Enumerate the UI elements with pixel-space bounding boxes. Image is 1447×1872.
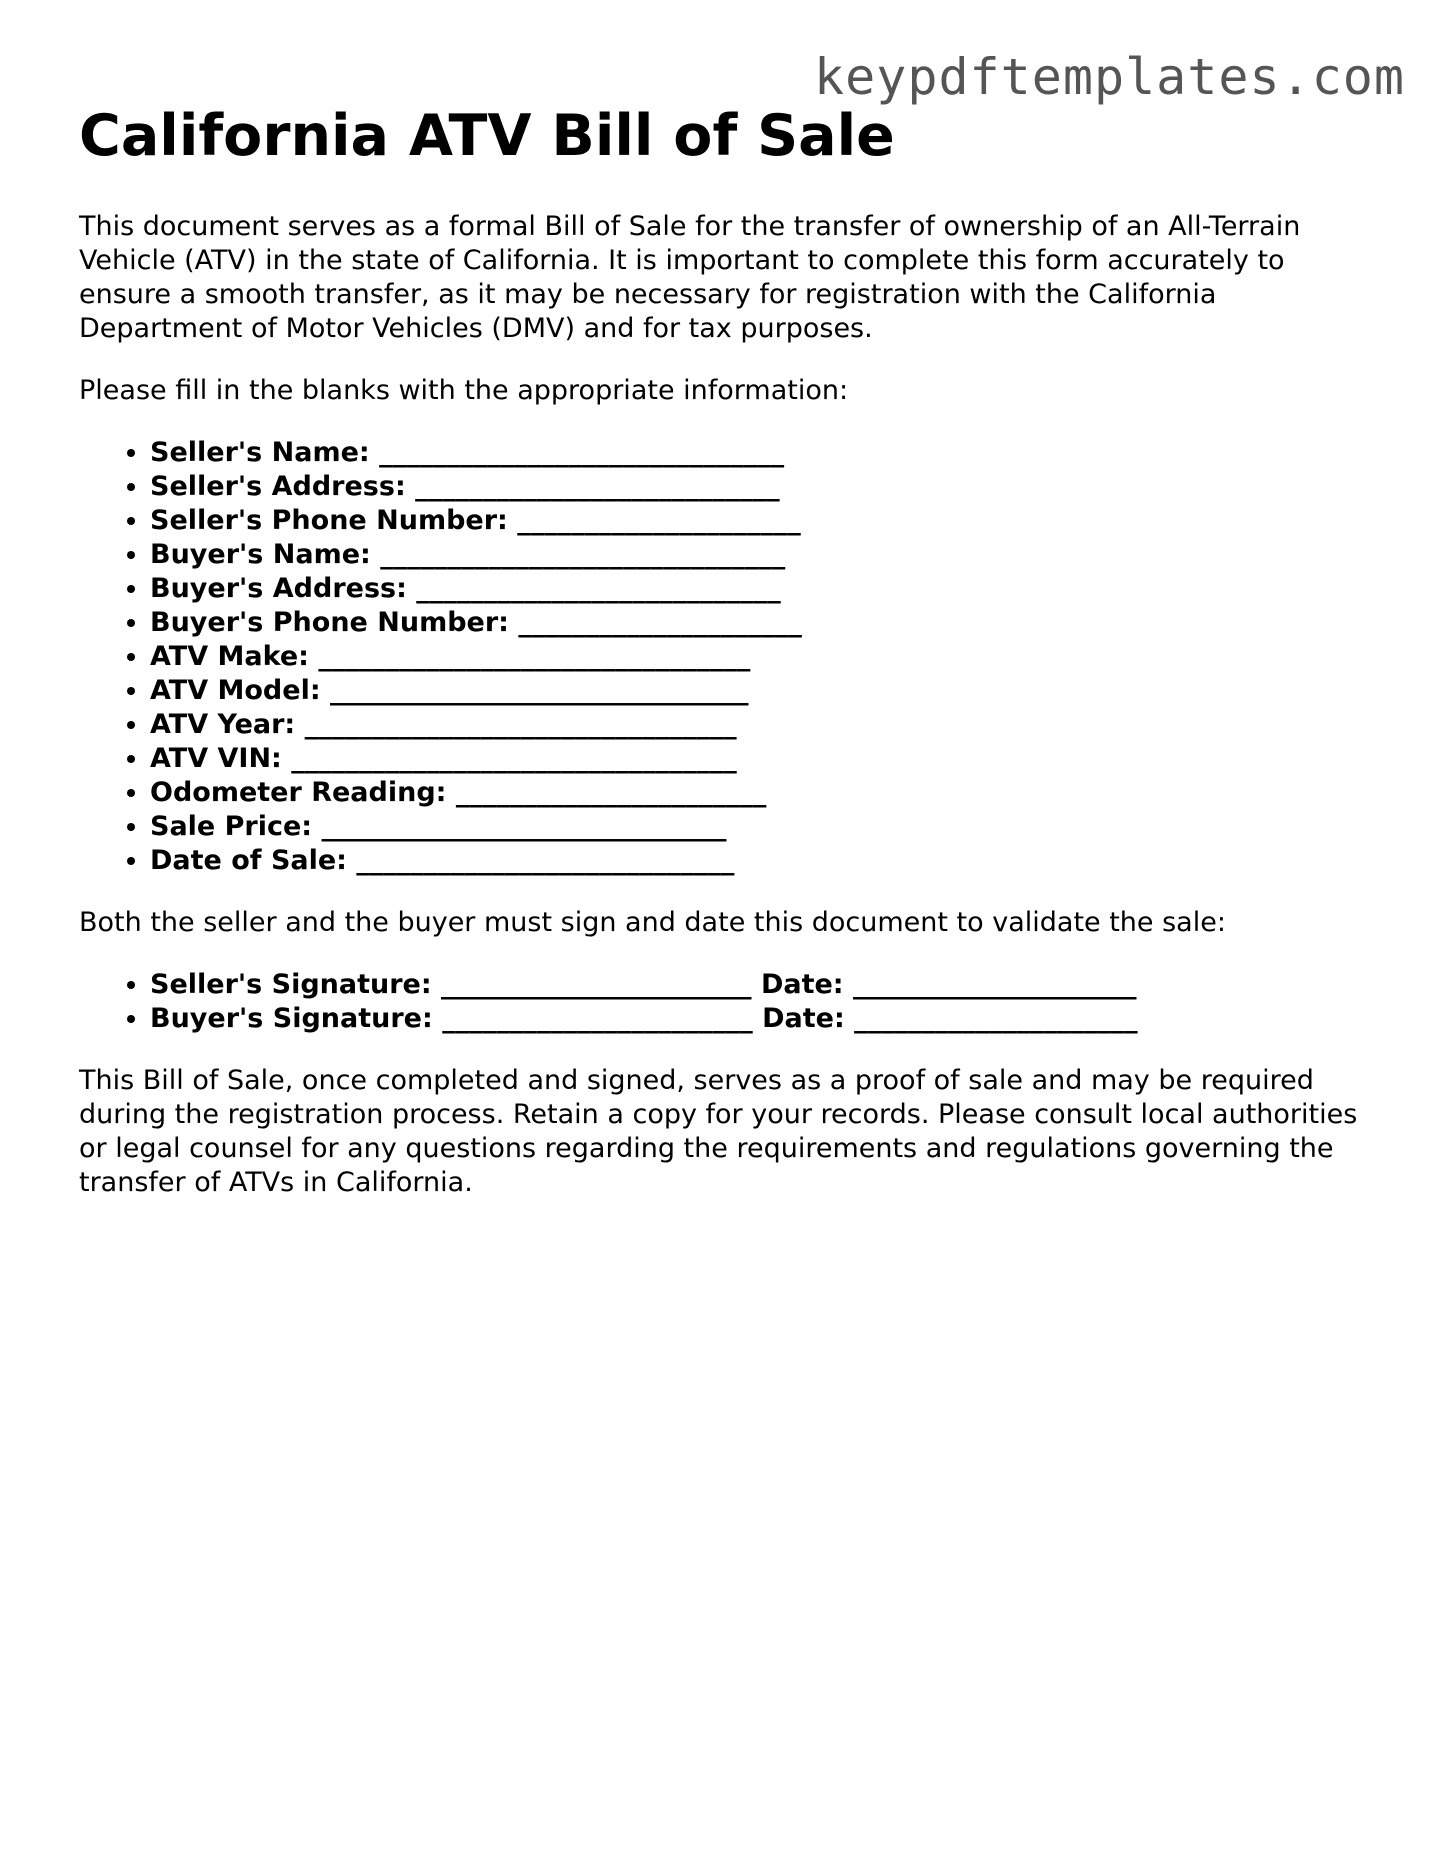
field-buyers-signature: • Buyer's Signature: _______________________ Date: _____________________ [150, 1002, 1369, 1036]
field-atv-make: • ATV Make: ________________________________ [150, 640, 1369, 674]
field-date-of-sale: • Date of Sale: ____________________________ [150, 844, 1369, 878]
closing-paragraph: This Bill of Sale, once completed and signed, serves as a proof of sale and may be required during the registration process. Retain a copy for your records. Please consult local authorities or legal counsel for any questions regarding the requirements and regulations governing the transfer of ATVs in California. [79, 1065, 1358, 1198]
field-atv-model: • ATV Model: _______________________________ [150, 674, 1369, 708]
field-sellers-signature: • Seller's Signature: _______________________ Date: _____________________ [150, 968, 1369, 1002]
field-list [79, 436, 1369, 878]
document-title: California ATV Bill of Sale [79, 103, 895, 169]
instructions-paragraph: Please fill in the blanks with the appropriate information: [79, 375, 849, 406]
field-buyers-address: • Buyer's Address: ___________________________ [150, 572, 1369, 606]
field-buyers-phone: • Buyer's Phone Number: _____________________ [150, 606, 1369, 640]
field-odometer-reading: • Odometer Reading: _______________________ [150, 776, 1369, 810]
signature-intro-paragraph: Both the seller and the buyer must sign and date this document to validate the sale: [79, 907, 1226, 938]
field-sellers-phone: • Seller's Phone Number: _____________________ [150, 504, 1369, 538]
field-sellers-name: • Seller's Name: ______________________________ [150, 436, 1369, 470]
field-sellers-address: • Seller's Address: ___________________________ [150, 470, 1369, 504]
document-page [79, 100, 1369, 1200]
field-atv-vin: • ATV VIN: _________________________________ [150, 742, 1369, 776]
field-sale-price: • Sale Price: ______________________________ [150, 810, 1369, 844]
field-buyers-name: • Buyer's Name: ______________________________ [150, 538, 1369, 572]
watermark-text: keypdftemplates.com [814, 48, 1405, 106]
field-atv-year: • ATV Year: ________________________________ [150, 708, 1369, 742]
signature-list [79, 968, 1369, 1036]
intro-paragraph: This document serves as a formal Bill of Sale for the transfer of ownership of an All-Terrain Vehicle (ATV) in the state of California. It is important to complete this form accurately to ensure a smooth transfer, as it may be necessary for registration with the California Department of Motor Vehicles (DMV) and for tax purposes. [79, 211, 1301, 344]
